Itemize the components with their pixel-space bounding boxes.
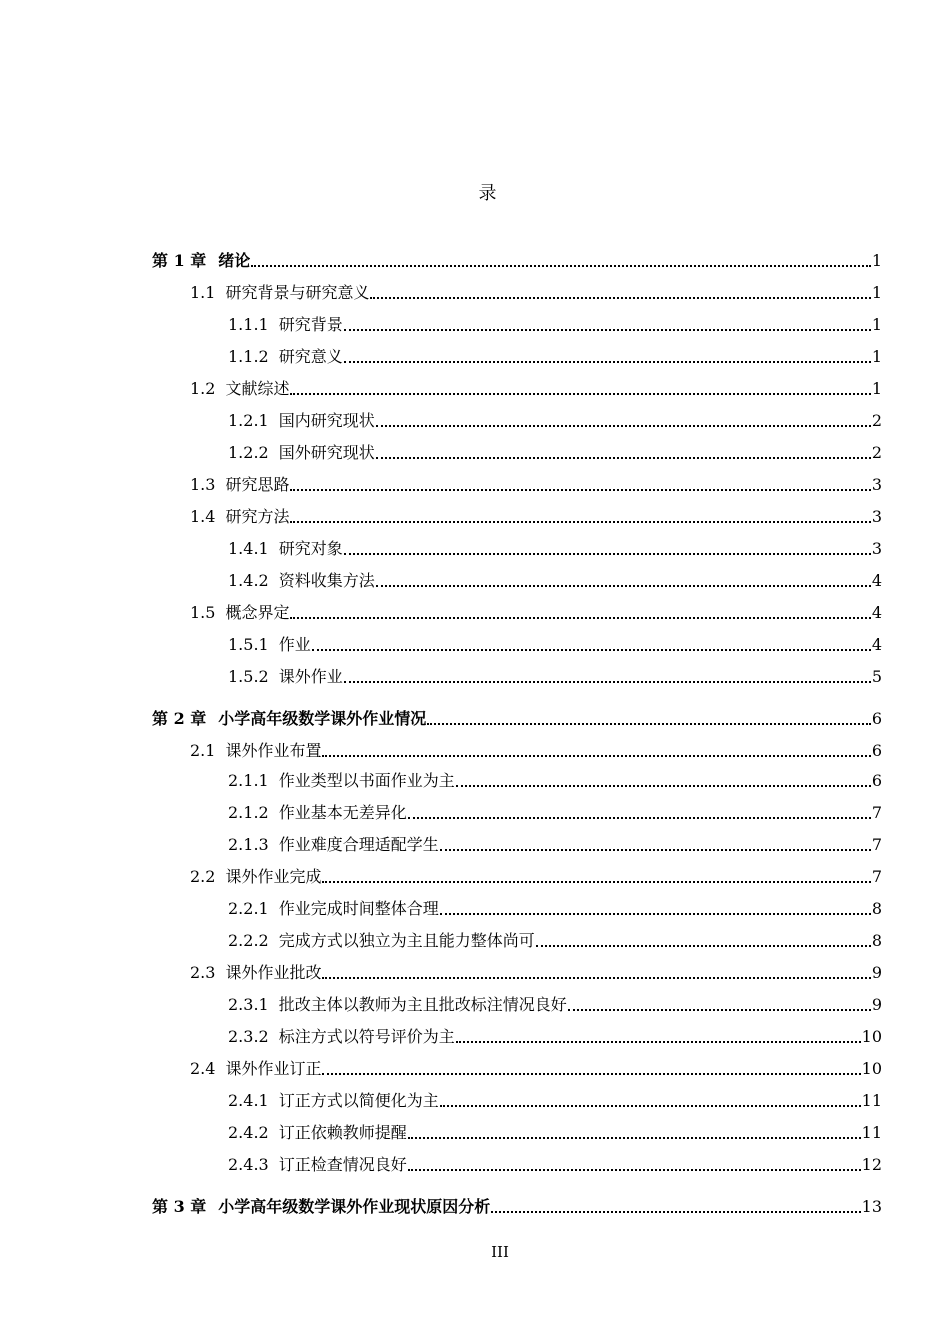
- page-title: 录: [478, 183, 497, 204]
- toc-entry-number: 2.1.2: [228, 803, 269, 822]
- toc-entry-number: 1.2.2: [228, 443, 269, 462]
- toc-entry-number: 1.1.2: [228, 347, 269, 366]
- toc-entry-number: 2.3.2: [228, 1027, 269, 1046]
- toc-entry-page: 6: [871, 771, 882, 790]
- dot-leader: [290, 489, 870, 491]
- toc-entry-title: 概念界定: [225, 603, 290, 622]
- dot-leader: [322, 755, 870, 757]
- toc-entry-title: 研究背景: [278, 315, 343, 334]
- toc-entry-page: 7: [871, 803, 882, 822]
- toc-entry: [228, 766, 882, 792]
- toc-entry-number: 1.2.1: [228, 411, 269, 430]
- toc-entry: [190, 862, 882, 888]
- dot-leader: [491, 1211, 860, 1213]
- toc-entry-title: 小学高年级数学课外作业情况: [218, 709, 427, 728]
- dot-leader: [370, 297, 870, 299]
- toc-entry-page: 3: [871, 539, 882, 558]
- toc-entry-title: 小学高年级数学课外作业现状原因分析: [218, 1197, 491, 1216]
- toc-entry-title: 作业类型以书面作业为主: [278, 771, 455, 790]
- toc-entry-page: 3: [871, 507, 882, 526]
- dot-leader: [312, 649, 871, 651]
- toc-entry-number: 1.1.1: [228, 315, 269, 334]
- toc-entry-number: 1.4: [190, 507, 216, 526]
- dot-leader: [290, 521, 870, 523]
- toc-entry-page: 10: [861, 1059, 882, 1078]
- page-number-footer: III: [491, 1243, 509, 1261]
- dot-leader: [290, 393, 870, 395]
- toc-entry-page: 1: [871, 315, 882, 334]
- toc-entry-number: 1.5.1: [228, 635, 269, 654]
- dot-leader: [344, 681, 871, 683]
- toc-entry: [190, 736, 882, 762]
- dot-leader: [440, 849, 871, 851]
- toc-entry-title: 文献综述: [225, 379, 290, 398]
- toc-entry: [228, 1086, 882, 1112]
- dot-leader: [408, 1169, 861, 1171]
- toc-entry-title: 研究意义: [278, 347, 343, 366]
- toc-entry-page: 1: [871, 347, 882, 366]
- toc-entry-title: 研究思路: [225, 475, 290, 494]
- toc-entry-page: 2: [871, 443, 882, 462]
- toc-entry-page: 9: [871, 963, 882, 982]
- toc-entry: [190, 278, 882, 304]
- dot-leader: [536, 945, 871, 947]
- toc-entry-page: 6: [871, 709, 882, 728]
- toc-entry-title: 研究背景与研究意义: [225, 283, 370, 302]
- toc-entry-number: 1.5.2: [228, 667, 269, 686]
- toc-entry-page: 11: [861, 1091, 882, 1110]
- dot-leader: [408, 1137, 861, 1139]
- toc-entry-title: 课外作业批改: [225, 963, 322, 982]
- toc-chapter-entry: [152, 246, 882, 272]
- dot-leader: [440, 1105, 861, 1107]
- dot-leader: [344, 329, 871, 331]
- toc-entry-title: 批改主体以教师为主且批改标注情况良好: [278, 995, 567, 1014]
- dot-leader: [251, 265, 871, 267]
- toc-entry-title: 课外作业布置: [225, 741, 322, 760]
- toc-entry: [228, 990, 882, 1016]
- toc-entry-page: 1: [871, 283, 882, 302]
- toc-entry-page: 1: [871, 251, 882, 270]
- toc-entry: [228, 406, 882, 432]
- toc-entry-title: 研究对象: [278, 539, 343, 558]
- toc-entry-page: 10: [861, 1027, 882, 1046]
- toc-entry: [228, 830, 882, 856]
- toc-entry-page: 13: [861, 1197, 882, 1216]
- toc-entry-title: 课外作业: [278, 667, 343, 686]
- dot-leader: [376, 585, 871, 587]
- toc-entry-page: 4: [871, 571, 882, 590]
- toc-entry: [190, 470, 882, 496]
- dot-leader: [456, 785, 871, 787]
- toc-entry-page: 7: [871, 835, 882, 854]
- toc-entry: [228, 438, 882, 464]
- dot-leader: [344, 553, 871, 555]
- toc-entry: [228, 342, 882, 368]
- toc-entry-title: 作业完成时间整体合理: [278, 899, 439, 918]
- toc-entry: [190, 1054, 882, 1080]
- toc-entry-title: 订正依赖教师提醒: [278, 1123, 407, 1142]
- toc-entry-page: 7: [871, 867, 882, 886]
- toc-entry-page: 3: [871, 475, 882, 494]
- toc-entry-page: 6: [871, 741, 882, 760]
- toc-entry-title: 课外作业完成: [225, 867, 322, 886]
- toc-entry-number: 2.3: [190, 963, 216, 982]
- toc-entry-page: 1: [871, 379, 882, 398]
- toc-entry: [190, 502, 882, 528]
- dot-leader: [427, 723, 871, 725]
- toc-entry-title: 作业难度合理适配学生: [278, 835, 439, 854]
- toc-entry-title: 作业基本无差异化: [278, 803, 407, 822]
- toc-entry-number: 2.3.1: [228, 995, 269, 1014]
- dot-leader: [290, 617, 870, 619]
- toc-entry-number: 第 2 章: [152, 709, 207, 728]
- toc-entry: [228, 630, 882, 656]
- toc-entry-page: 4: [871, 635, 882, 654]
- toc-entry: [228, 310, 882, 336]
- toc-entry-page: 12: [861, 1155, 882, 1174]
- dot-leader: [456, 1041, 861, 1043]
- toc-entry-number: 2.4: [190, 1059, 216, 1078]
- toc-entry: [228, 566, 882, 592]
- toc-entry-page: 4: [871, 603, 882, 622]
- dot-leader: [376, 425, 871, 427]
- toc-entry-number: 1.2: [190, 379, 216, 398]
- toc-entry: [228, 926, 882, 952]
- dot-leader: [322, 1073, 860, 1075]
- toc-entry-number: 2.4.1: [228, 1091, 269, 1110]
- toc-entry-title: 国内研究现状: [278, 411, 375, 430]
- toc-entry: [228, 1022, 882, 1048]
- toc-entry-title: 绪论: [218, 251, 251, 270]
- toc-entry: [228, 534, 882, 560]
- toc-entry-number: 1.1: [190, 283, 216, 302]
- toc-entry-number: 2.4.3: [228, 1155, 269, 1174]
- toc-entry: [228, 1150, 882, 1176]
- dot-leader: [408, 817, 871, 819]
- toc-entry-number: 2.4.2: [228, 1123, 269, 1142]
- toc-entry-number: 2.1: [190, 741, 216, 760]
- dot-leader: [440, 913, 871, 915]
- toc-entry-page: 5: [871, 667, 882, 686]
- toc-entry-title: 完成方式以独立为主且能力整体尚可: [278, 931, 535, 950]
- toc-entry-number: 2.2: [190, 867, 216, 886]
- toc-entry-number: 1.3: [190, 475, 216, 494]
- toc-entry-title: 国外研究现状: [278, 443, 375, 462]
- toc-entry-number: 2.1.1: [228, 771, 269, 790]
- toc-entry-page: 9: [871, 995, 882, 1014]
- toc-entry-number: 1.4.1: [228, 539, 269, 558]
- toc-entry-number: 2.1.3: [228, 835, 269, 854]
- dot-leader: [568, 1009, 871, 1011]
- toc-entry: [228, 798, 882, 824]
- toc-entry-number: 第 1 章: [152, 251, 207, 270]
- toc-entry: [228, 1118, 882, 1144]
- toc-entry-title: 订正检查情况良好: [278, 1155, 407, 1174]
- toc-entry-page: 11: [861, 1123, 882, 1142]
- toc-entry-page: 8: [871, 931, 882, 950]
- toc-entry-number: 2.2.1: [228, 899, 269, 918]
- toc-entry-title: 资料收集方法: [278, 571, 375, 590]
- toc-entry-page: 8: [871, 899, 882, 918]
- toc-entry-number: 1.4.2: [228, 571, 269, 590]
- toc-entry: [190, 598, 882, 624]
- toc-entry-title: 作业: [278, 635, 311, 654]
- toc-entry-title: 课外作业订正: [225, 1059, 322, 1078]
- toc-entry-number: 第 3 章: [152, 1197, 207, 1216]
- toc-chapter-entry: [152, 704, 882, 730]
- toc-entry: [228, 894, 882, 920]
- toc-entry-page: 2: [871, 411, 882, 430]
- toc-entry-title: 订正方式以简便化为主: [278, 1091, 439, 1110]
- toc-entry-number: 2.2.2: [228, 931, 269, 950]
- dot-leader: [376, 457, 871, 459]
- toc-entry-title: 研究方法: [225, 507, 290, 526]
- toc-entry: [190, 958, 882, 984]
- toc-entry: [228, 662, 882, 688]
- toc-chapter-entry: [152, 1192, 882, 1218]
- dot-leader: [344, 361, 871, 363]
- dot-leader: [322, 977, 870, 979]
- toc-entry-title: 标注方式以符号评价为主: [278, 1027, 455, 1046]
- toc-entry-number: 1.5: [190, 603, 216, 622]
- toc-entry: [190, 374, 882, 400]
- dot-leader: [322, 881, 870, 883]
